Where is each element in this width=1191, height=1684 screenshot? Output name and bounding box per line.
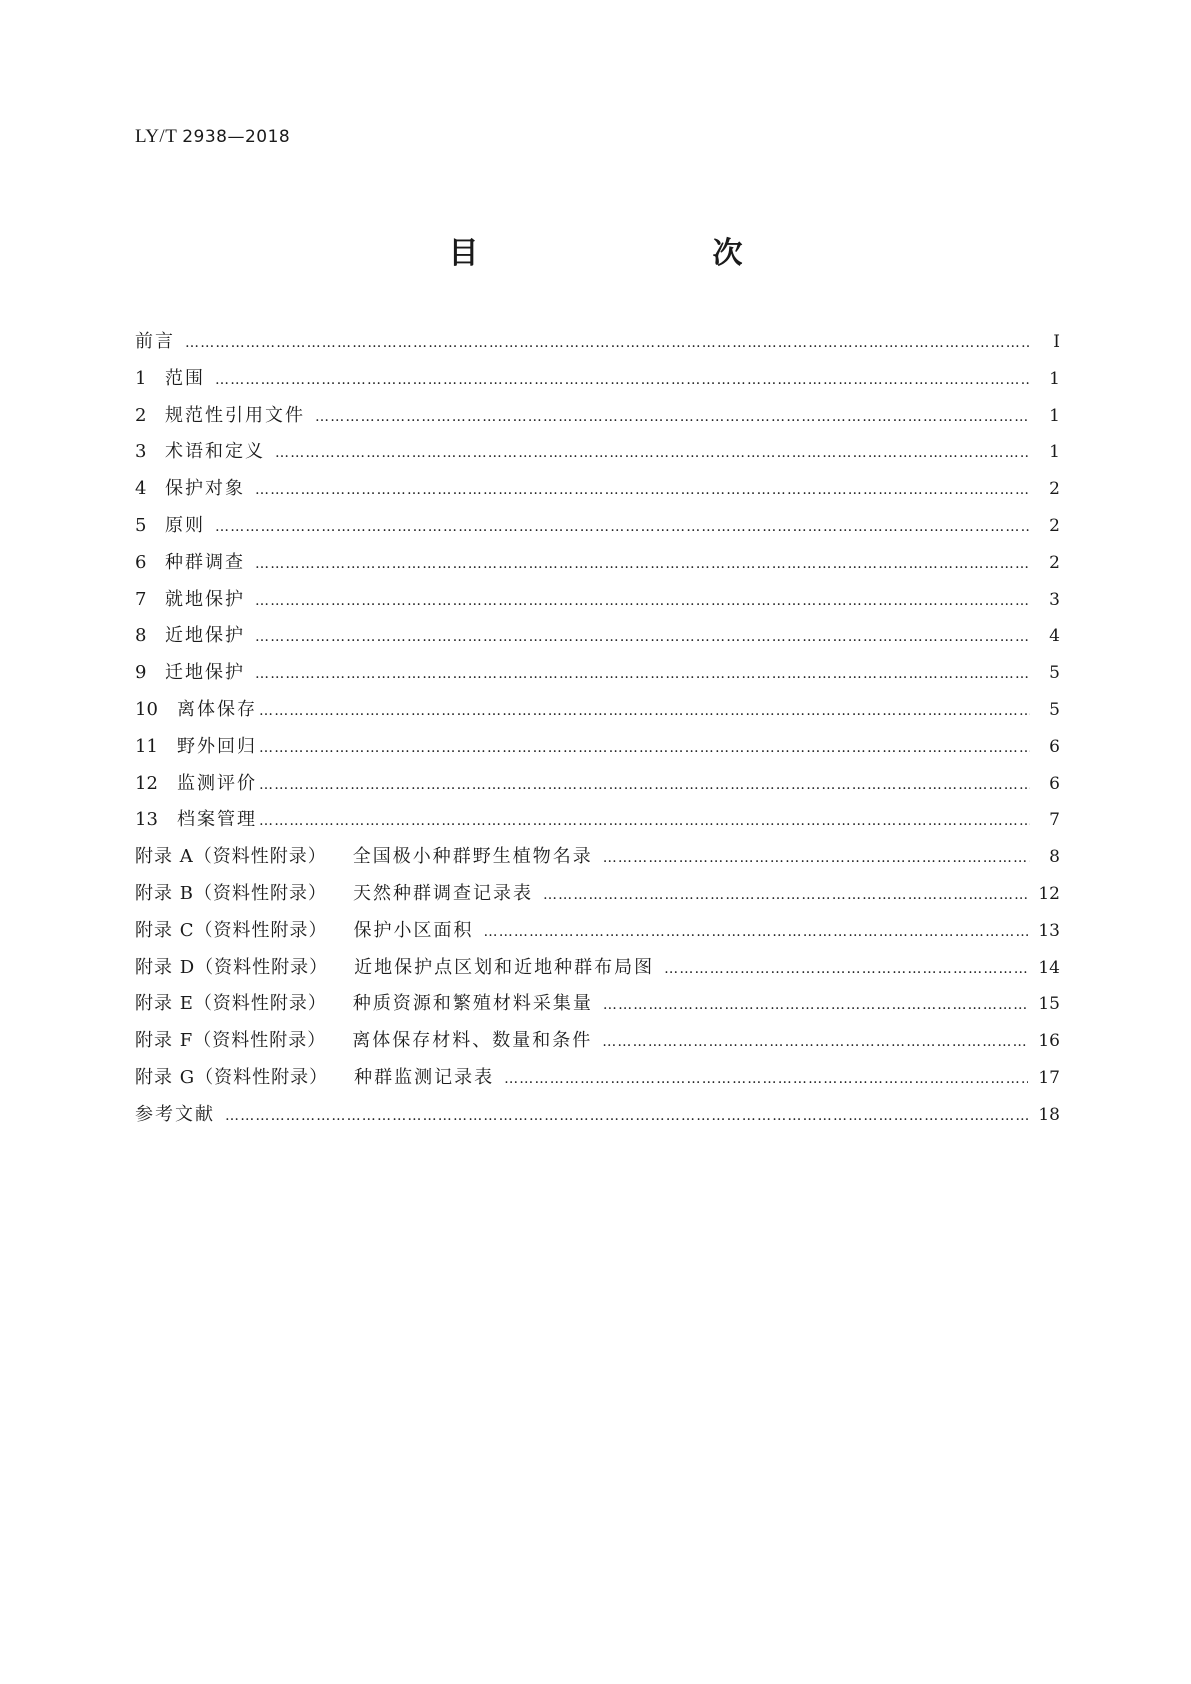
toc-entry-page: Ⅰ	[1053, 332, 1060, 352]
toc-entry-label: 近地保护	[165, 625, 245, 647]
toc-entry-number: 12	[135, 772, 158, 794]
toc-leader-dots	[255, 593, 1030, 609]
toc-entry-page: 4	[1049, 626, 1060, 647]
toc-appendix-label: 附录 G（资料性附录）	[135, 1066, 329, 1088]
toc-entry-3[interactable]	[135, 437, 1060, 474]
toc-entry-label: 参考文献	[135, 1103, 215, 1125]
toc-appendix-title: 近地保护点区划和近地种群布局图	[354, 956, 655, 978]
toc-appendix-label: 附录 D（资料性附录）	[135, 956, 329, 978]
toc-entry-number: 1	[135, 367, 147, 389]
toc-leader-dots	[664, 961, 1028, 977]
toc-entry-label: 前言	[135, 331, 175, 352]
toc-appendix-title: 天然种群调查记录表	[352, 882, 533, 904]
toc-entry-page: 5	[1049, 699, 1060, 720]
toc-leader-dots	[255, 629, 1030, 645]
toc-entry-number: 6	[135, 551, 147, 573]
toc-entry-11[interactable]	[135, 732, 1060, 769]
standard-prefix: LY/T	[135, 126, 177, 147]
toc-appendix-title: 全国极小种群野生植物名录	[352, 846, 593, 868]
toc-entry-number: 8	[135, 625, 147, 647]
toc-entry-7[interactable]	[135, 585, 1060, 622]
toc-title: 目 次	[448, 236, 801, 271]
toc-entry-6[interactable]	[135, 548, 1060, 585]
toc-entry-label: 档案管理	[177, 809, 257, 831]
toc-entry-label: 就地保护	[165, 588, 245, 610]
toc-entry-5[interactable]	[135, 511, 1060, 548]
toc-entry-appendix-d[interactable]	[135, 953, 1060, 990]
toc-leader-dots	[259, 740, 1030, 756]
toc-leader-dots	[259, 703, 1030, 719]
toc-appendix-label: 附录 A（资料性附录）	[135, 846, 327, 868]
toc-entry-appendix-f[interactable]	[135, 1026, 1060, 1063]
toc-entry-page: 15	[1038, 994, 1060, 1015]
toc-leader-dots	[255, 666, 1030, 682]
toc-entry-page: 2	[1049, 479, 1060, 500]
toc-entry-page: 1	[1049, 442, 1060, 463]
toc-entry-9[interactable]	[135, 658, 1060, 695]
toc-entry-label: 监测评价	[177, 772, 257, 794]
toc-entry-number: 10	[135, 698, 158, 720]
toc-leader-dots	[215, 519, 1030, 535]
toc-appendix-title: 种群监测记录表	[354, 1066, 495, 1088]
toc-entry-appendix-g[interactable]	[135, 1063, 1060, 1100]
toc-entry-label: 保护对象	[165, 478, 245, 500]
toc-entry-page: 1	[1049, 368, 1060, 389]
toc-entry-1[interactable]	[135, 364, 1060, 401]
toc-entry-number: 3	[135, 441, 147, 463]
toc-entry-page: 3	[1049, 589, 1060, 610]
toc-appendix-title: 种质资源和繁殖材料采集量	[352, 993, 593, 1015]
table-of-contents	[135, 327, 1060, 1137]
toc-entry-page: 14	[1038, 957, 1060, 978]
toc-entry-page: 12	[1038, 883, 1060, 904]
toc-entry-page: 2	[1049, 552, 1060, 573]
toc-entry-references[interactable]	[135, 1100, 1060, 1137]
standard-code	[135, 126, 290, 148]
toc-entry-page: 6	[1049, 736, 1060, 757]
standard-number: 2938—2018	[182, 127, 291, 147]
toc-entry-page: 7	[1049, 810, 1060, 831]
toc-entry-number: 11	[135, 735, 158, 757]
toc-entry-number: 13	[135, 809, 158, 831]
toc-leader-dots	[259, 813, 1030, 829]
toc-entry-label: 规范性引用文件	[165, 404, 305, 426]
toc-entry-page: 2	[1049, 515, 1060, 536]
toc-entry-label: 原则	[165, 514, 205, 536]
toc-entry-page: 17	[1038, 1067, 1060, 1088]
toc-entry-page: 18	[1038, 1104, 1060, 1125]
toc-appendix-label: 附录 F（资料性附录）	[135, 1030, 327, 1052]
toc-entry-label: 术语和定义	[165, 441, 265, 463]
toc-leader-dots	[225, 1108, 1028, 1124]
toc-entry-appendix-a[interactable]	[135, 842, 1060, 879]
toc-entry-number: 9	[135, 662, 147, 684]
toc-entry-8[interactable]	[135, 621, 1060, 658]
toc-entry-label: 范围	[165, 367, 205, 389]
toc-leader-dots	[602, 1034, 1028, 1050]
toc-entry-page: 1	[1049, 405, 1060, 426]
toc-entry-label: 野外回归	[177, 735, 257, 757]
toc-appendix-label: 附录 B（资料性附录）	[135, 882, 327, 904]
toc-entry-label: 离体保存	[177, 698, 257, 720]
toc-entry-2[interactable]	[135, 401, 1060, 438]
toc-leader-dots	[603, 997, 1028, 1013]
toc-appendix-title: 保护小区面积	[353, 919, 474, 941]
toc-entry-page: 8	[1049, 847, 1060, 868]
toc-entry-label: 迁地保护	[165, 662, 245, 684]
toc-entry-label: 种群调查	[165, 551, 245, 573]
toc-entry-page: 16	[1038, 1031, 1060, 1052]
toc-leader-dots	[543, 887, 1028, 903]
toc-entry-number: 2	[135, 404, 147, 426]
toc-entry-appendix-e[interactable]	[135, 989, 1060, 1026]
toc-entry-13[interactable]	[135, 805, 1060, 842]
toc-entry-10[interactable]	[135, 695, 1060, 732]
toc-entry-number: 7	[135, 588, 147, 610]
toc-leader-dots	[315, 409, 1030, 425]
toc-appendix-label: 附录 E（资料性附录）	[135, 993, 327, 1015]
toc-entry-number: 5	[135, 514, 147, 536]
toc-entry-appendix-b[interactable]	[135, 879, 1060, 916]
toc-entry-page: 6	[1049, 773, 1060, 794]
toc-entry-foreword[interactable]	[135, 327, 1060, 364]
toc-entry-page: 5	[1049, 663, 1060, 684]
toc-appendix-label: 附录 C（资料性附录）	[135, 919, 328, 941]
toc-entry-page: 13	[1038, 920, 1060, 941]
toc-leader-dots	[504, 1071, 1028, 1087]
toc-leader-dots	[603, 850, 1030, 866]
toc-appendix-title: 离体保存材料、数量和条件	[352, 1030, 593, 1052]
toc-leader-dots	[185, 335, 1030, 351]
toc-entry-appendix-c[interactable]	[135, 916, 1060, 953]
toc-leader-dots	[484, 924, 1029, 940]
toc-entry-12[interactable]	[135, 769, 1060, 806]
toc-leader-dots	[255, 482, 1030, 498]
toc-leader-dots	[255, 556, 1030, 572]
toc-leader-dots	[275, 445, 1030, 461]
toc-entry-number: 4	[135, 478, 147, 500]
toc-entry-4[interactable]	[135, 474, 1060, 511]
toc-leader-dots	[215, 372, 1030, 388]
toc-leader-dots	[259, 777, 1030, 793]
